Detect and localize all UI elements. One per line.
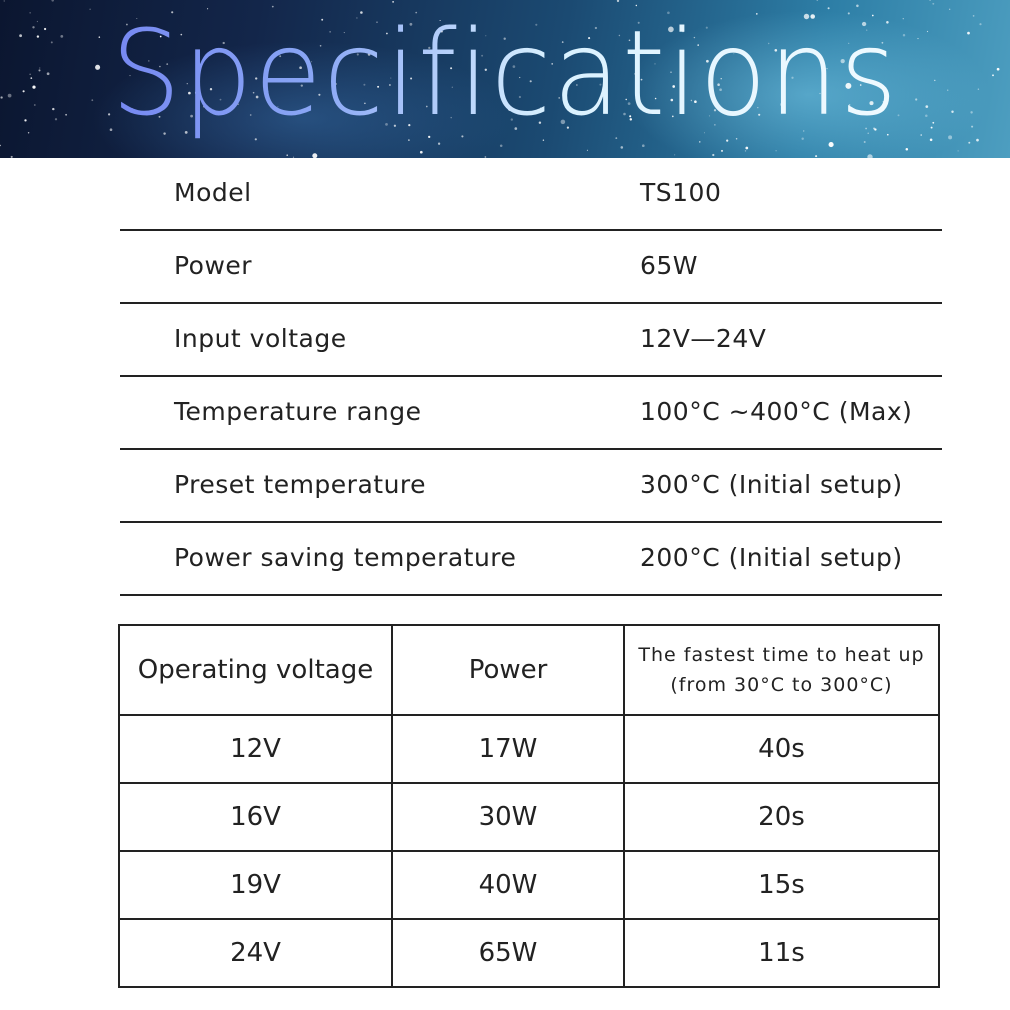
- spec-label: Preset temperature: [174, 470, 427, 499]
- spec-row-model: [120, 158, 942, 231]
- star: [978, 89, 979, 90]
- star: [712, 154, 714, 156]
- star: [4, 0, 5, 1]
- cell-power: 30W: [392, 783, 624, 851]
- star: [997, 68, 1000, 71]
- spec-value: 100°C ~400°C (Max): [640, 397, 913, 426]
- spec-value: TS100: [640, 178, 722, 207]
- cell-time: 40s: [624, 715, 939, 783]
- cell-power: 65W: [392, 919, 624, 987]
- table-row: [119, 783, 939, 851]
- star: [674, 154, 675, 155]
- spec-list: [120, 158, 942, 596]
- cell-power: 40W: [392, 851, 624, 919]
- spec-label: Power: [174, 251, 253, 280]
- star: [906, 148, 909, 151]
- star: [775, 150, 776, 151]
- header-heat-up-time-line2: (from 30°C to 300°C): [670, 674, 893, 696]
- star: [32, 26, 34, 28]
- cell-voltage: 19V: [119, 851, 392, 919]
- spec-label: Power saving temperature: [174, 543, 517, 572]
- star: [815, 155, 817, 157]
- star: [979, 23, 981, 25]
- star: [11, 156, 13, 158]
- spec-label: Model: [174, 178, 252, 207]
- table-row: [119, 851, 939, 919]
- spec-value: 65W: [640, 251, 699, 280]
- star: [745, 150, 746, 151]
- spec-row-input-voltage: [120, 304, 942, 377]
- spec-row-temperature-range: [120, 377, 942, 450]
- star: [0, 96, 2, 98]
- header-operating-voltage: Operating voltage: [119, 625, 392, 715]
- spec-row-power-saving-temperature: [120, 523, 942, 596]
- cell-time: 11s: [624, 919, 939, 987]
- cell-voltage: 24V: [119, 919, 392, 987]
- table-row: [119, 919, 939, 987]
- star: [8, 94, 12, 98]
- cell-time: 15s: [624, 851, 939, 919]
- star: [0, 145, 1, 146]
- star: [286, 154, 287, 155]
- heating-table: [118, 624, 940, 988]
- spec-value: 12V—24V: [640, 324, 767, 353]
- cell-time: 20s: [624, 783, 939, 851]
- table-row: [119, 715, 939, 783]
- table-header-row: [119, 625, 939, 715]
- star: [420, 151, 423, 154]
- star: [24, 119, 26, 121]
- spec-value: 300°C (Initial setup): [640, 470, 903, 499]
- banner: [0, 0, 1010, 158]
- cell-power: 17W: [392, 715, 624, 783]
- star: [976, 139, 979, 142]
- page-title: Specifications: [35, 0, 974, 148]
- header-heat-up-time: [624, 625, 939, 715]
- star: [29, 74, 30, 75]
- star: [721, 150, 723, 152]
- spec-value: 200°C (Initial setup): [640, 543, 903, 572]
- star: [28, 132, 29, 133]
- spec-label: Temperature range: [174, 397, 422, 426]
- spec-row-preset-temperature: [120, 450, 942, 523]
- spec-row-power: [120, 231, 942, 304]
- star: [30, 77, 32, 79]
- spec-label: Input voltage: [174, 324, 347, 353]
- cell-voltage: 16V: [119, 783, 392, 851]
- star: [23, 90, 25, 92]
- star: [587, 150, 588, 151]
- star: [30, 12, 31, 13]
- star: [992, 74, 994, 76]
- header-power: Power: [392, 625, 624, 715]
- star: [19, 34, 22, 37]
- header-heat-up-time-line1: The fastest time to heat up: [638, 644, 925, 666]
- star: [958, 150, 959, 151]
- cell-voltage: 12V: [119, 715, 392, 783]
